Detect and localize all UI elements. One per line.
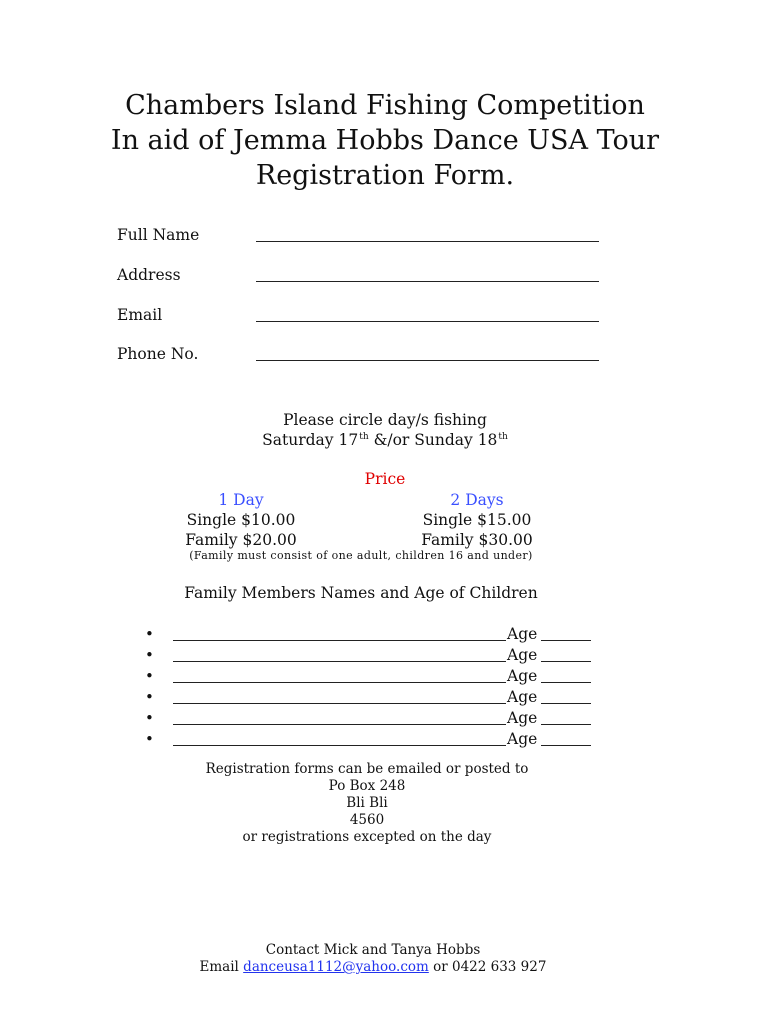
family-member-row <box>145 646 595 666</box>
sunday-suffix: th <box>498 432 508 442</box>
saturday-suffix: th <box>359 432 369 442</box>
family-member-row <box>145 688 595 708</box>
title-line-3: Registration Form. <box>255 160 515 191</box>
sunday-label: &/or Sunday 18 <box>373 431 498 449</box>
one-day-heading: 1 Day <box>218 491 264 509</box>
postal-line-1: Registration forms can be emailed or posted to <box>205 761 529 777</box>
two-days-family-price: Family $30.00 <box>421 531 533 549</box>
contact-details <box>0 959 746 976</box>
title-line-1: Chambers Island Fishing Competition <box>125 90 645 121</box>
one-day-single-price: Single $10.00 <box>186 511 296 529</box>
address-line[interactable] <box>256 281 599 282</box>
age-label: Age <box>507 688 538 706</box>
saturday-label: Saturday 17 <box>262 431 359 449</box>
bullet-icon: • <box>145 730 154 748</box>
full-name-line[interactable] <box>256 241 599 242</box>
bullet-icon: • <box>145 646 154 664</box>
member-name-line[interactable] <box>173 661 506 662</box>
member-age-line[interactable] <box>541 745 591 746</box>
phone-number: or 0422 633 927 <box>428 959 547 975</box>
two-days-single-price: Single $15.00 <box>422 511 532 529</box>
age-label: Age <box>507 667 538 685</box>
title-line-2: In aid of Jemma Hobbs Dance USA Tour <box>110 125 660 156</box>
two-days-prices <box>412 490 542 550</box>
bullet-icon: • <box>145 709 154 727</box>
email-prefix: Email <box>199 959 244 975</box>
price-heading: Price <box>364 470 406 488</box>
family-member-row <box>145 730 595 750</box>
email-link[interactable]: danceusa1112@yahoo.com <box>243 959 429 975</box>
one-day-family-price: Family $20.00 <box>185 531 297 549</box>
form-title <box>0 88 770 193</box>
email-line[interactable] <box>256 321 599 322</box>
member-age-line[interactable] <box>541 703 591 704</box>
member-name-line[interactable] <box>173 745 506 746</box>
family-member-row <box>145 709 595 729</box>
po-box: Po Box 248 <box>328 778 406 794</box>
family-members-heading: Family Members Names and Age of Children <box>184 584 538 602</box>
member-name-line[interactable] <box>173 724 506 725</box>
suburb: Bli Bli <box>346 795 388 811</box>
bullet-icon: • <box>145 688 154 706</box>
family-member-row <box>145 667 595 687</box>
circle-days-instruction: Please circle day/s fishing <box>283 411 487 429</box>
member-name-line[interactable] <box>173 682 506 683</box>
contact-info <box>0 942 746 976</box>
bullet-icon: • <box>145 667 154 685</box>
postal-line-5: or registrations excepted on the day <box>242 829 492 845</box>
one-day-prices <box>176 490 306 550</box>
postcode: 4560 <box>349 812 385 828</box>
bullet-icon: • <box>145 625 154 643</box>
two-days-heading: 2 Days <box>450 491 504 509</box>
email-label: Email <box>117 306 163 324</box>
postal-instructions <box>0 761 734 846</box>
member-age-line[interactable] <box>541 640 591 641</box>
age-label: Age <box>507 730 538 748</box>
age-label: Age <box>507 709 538 727</box>
member-name-line[interactable] <box>173 640 506 641</box>
family-member-row <box>145 625 595 645</box>
member-name-line[interactable] <box>173 703 506 704</box>
address-label: Address <box>117 266 181 284</box>
contact-names: Contact Mick and Tanya Hobbs <box>265 942 481 958</box>
member-age-line[interactable] <box>541 661 591 662</box>
phone-line[interactable] <box>256 360 599 361</box>
age-label: Age <box>507 646 538 664</box>
phone-label: Phone No. <box>117 345 199 363</box>
member-age-line[interactable] <box>541 724 591 725</box>
member-age-line[interactable] <box>541 682 591 683</box>
family-note: (Family must consist of one adult, children 16 and under) <box>189 549 533 562</box>
full-name-label: Full Name <box>117 226 200 244</box>
age-label: Age <box>507 625 538 643</box>
fishing-days <box>0 431 770 449</box>
